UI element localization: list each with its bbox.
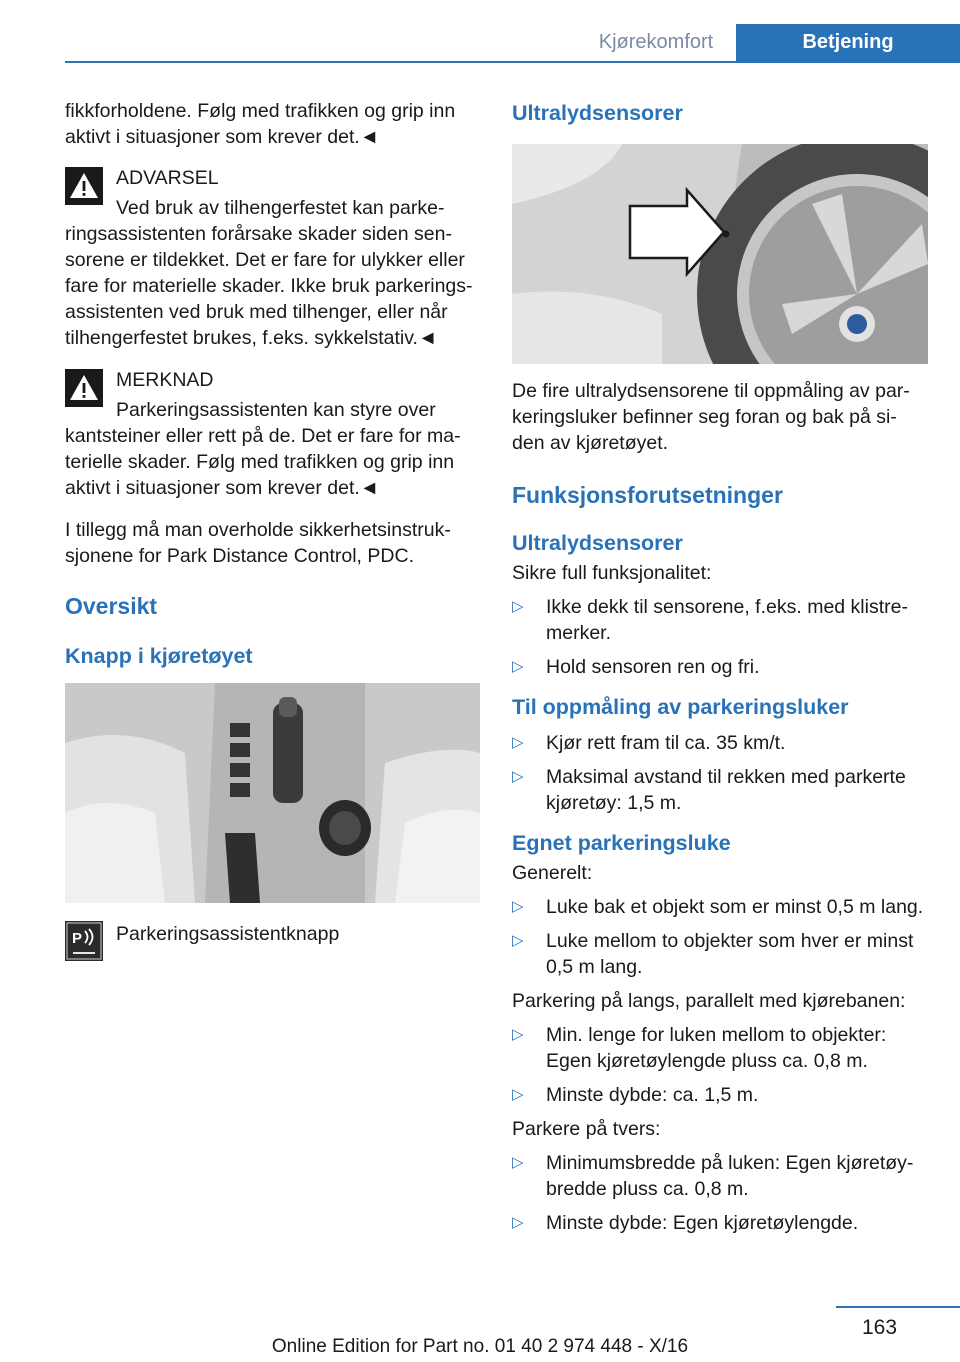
- list-item: ▷ Minste dybde: ca. 1,5 m.: [512, 1084, 759, 1106]
- triangle-bullet-icon: ▷: [512, 898, 524, 915]
- triangle-bullet-icon: ▷: [512, 734, 524, 751]
- warning-triangle-icon: [65, 167, 103, 205]
- header-section-tab: Kjørekomfort: [598, 31, 714, 53]
- header-rule: [65, 61, 960, 63]
- footer-rule: [836, 1306, 960, 1308]
- heading-suitable-space: Egnet parkeringsluke: [512, 831, 731, 855]
- wheel-sensor-illustration: [512, 144, 928, 364]
- list-item: ▷ Min. lenge for luken mellom to objekter: Egen kjøretøylengde pluss ca. 0,8 m.: [512, 1024, 887, 1072]
- parallel-label: Parkering på langs, parallelt med kjørebanen:: [512, 990, 906, 1012]
- footer-edition: Online Edition for Part no. 01 40 2 974 448 - X/16: [271, 1336, 689, 1357]
- notice-title: MERKNAD: [116, 369, 214, 391]
- sensors-description: De fire ultralydsensorene til oppmåling av par‐keringsluker befinner seg foran og bak på si‐den av kjøretøyet.: [512, 380, 910, 454]
- triangle-bullet-icon: ▷: [512, 658, 524, 675]
- parallel-list: [512, 1022, 928, 1108]
- parking-assistant-button-icon: [65, 921, 103, 961]
- list-item: ▷ Ikke dekk til sensorene, f.eks. med klistre‐merker.: [512, 596, 908, 644]
- list-item: ▷ Luke bak et objekt som er minst 0,5 m lang.: [512, 896, 924, 918]
- cross-label: Parkere på tvers:: [512, 1118, 661, 1140]
- intro-text: fikkforholdene. Følg med trafikken og grip inn aktivt i situasjoner som krever det.◄: [65, 100, 456, 148]
- heading-prerequisites: Funksjonsforutsetninger: [512, 482, 783, 508]
- warning-title: ADVARSEL: [116, 167, 219, 189]
- full-function-text: Sikre full funksjonalitet:: [512, 562, 712, 584]
- button-caption-row: [65, 921, 480, 965]
- warning-first-line: Ved bruk av tilhengerfestet kan parke‐: [116, 197, 445, 219]
- list-item: ▷ Minste dybde: Egen kjøretøylengde.: [512, 1212, 859, 1234]
- cross-list: [512, 1150, 928, 1236]
- sensor-photo: [512, 144, 928, 364]
- list-item: ▷ Kjør rett fram til ca. 35 km/t.: [512, 732, 786, 754]
- triangle-bullet-icon: ▷: [512, 598, 524, 615]
- triangle-bullet-icon: ▷: [512, 768, 524, 785]
- sensor-list: [512, 594, 928, 680]
- general-list: [512, 894, 928, 980]
- heading-overview: Oversikt: [65, 593, 158, 619]
- heading-button-in-vehicle: Knapp i kjøretøyet: [65, 644, 253, 668]
- warning-advarsel: [65, 165, 480, 351]
- triangle-bullet-icon: ▷: [512, 1026, 524, 1043]
- list-item: ▷ Luke mellom to objekter som hver er minst 0,5 m lang.: [512, 930, 914, 978]
- warning-merknad: [65, 367, 480, 501]
- header-chapter-tab: Betjening: [736, 24, 960, 63]
- right-column: [512, 98, 928, 1244]
- list-item: ▷ Hold sensoren ren og fri.: [512, 656, 760, 678]
- notice-first-line: Parkeringsassistenten kan styre over: [116, 399, 436, 421]
- triangle-bullet-icon: ▷: [512, 932, 524, 949]
- general-label: Generelt:: [512, 862, 593, 884]
- warning-triangle-icon: [65, 369, 103, 407]
- center-console-illustration: [65, 683, 480, 903]
- heading-ultrasonic-sensors: Ultralydsensorer: [512, 101, 683, 125]
- left-column: [65, 98, 480, 965]
- list-item: ▷ Minimumsbredde på luken: Egen kjøretøy‐bredde pluss ca. 0,8 m.: [512, 1152, 914, 1200]
- list-item: ▷ Maksimal avstand til rekken med parkerte kjøretøy: 1,5 m.: [512, 766, 906, 814]
- triangle-bullet-icon: ▷: [512, 1154, 524, 1171]
- svg-text:P: P: [72, 930, 83, 947]
- triangle-bullet-icon: ▷: [512, 1214, 524, 1231]
- heading-measuring: Til oppmåling av parkeringsluker: [512, 695, 849, 719]
- page-number: 163: [862, 1316, 898, 1339]
- safety-note: I tillegg må man overholde sikkerhetsinstruk‐sjonene for Park Distance Control, PDC.: [65, 519, 451, 567]
- warning-body: ringsassistenten forårsake skader siden sen‐sorene er tildekket. Det er fare for ulykker eller fare for materielle skader. Ikke bruk parkerings‐assistenten ved bruk med tilhenger, eller når tilhengerfestet brukes, f.eks. sykkelstativ.◄: [65, 223, 473, 349]
- button-caption: Parkeringsassistentknapp: [116, 923, 340, 945]
- notice-body: kantsteiner eller rett på de. Det er fare for ma‐terielle skader. Følg med trafikken og grip inn aktivt i situasjoner som krever det.◄: [65, 425, 461, 499]
- triangle-bullet-icon: ▷: [512, 1086, 524, 1103]
- console-photo: [65, 683, 480, 903]
- heading-ultrasonic-sensors-2: Ultralydsensorer: [512, 531, 683, 555]
- measure-list: [512, 730, 928, 816]
